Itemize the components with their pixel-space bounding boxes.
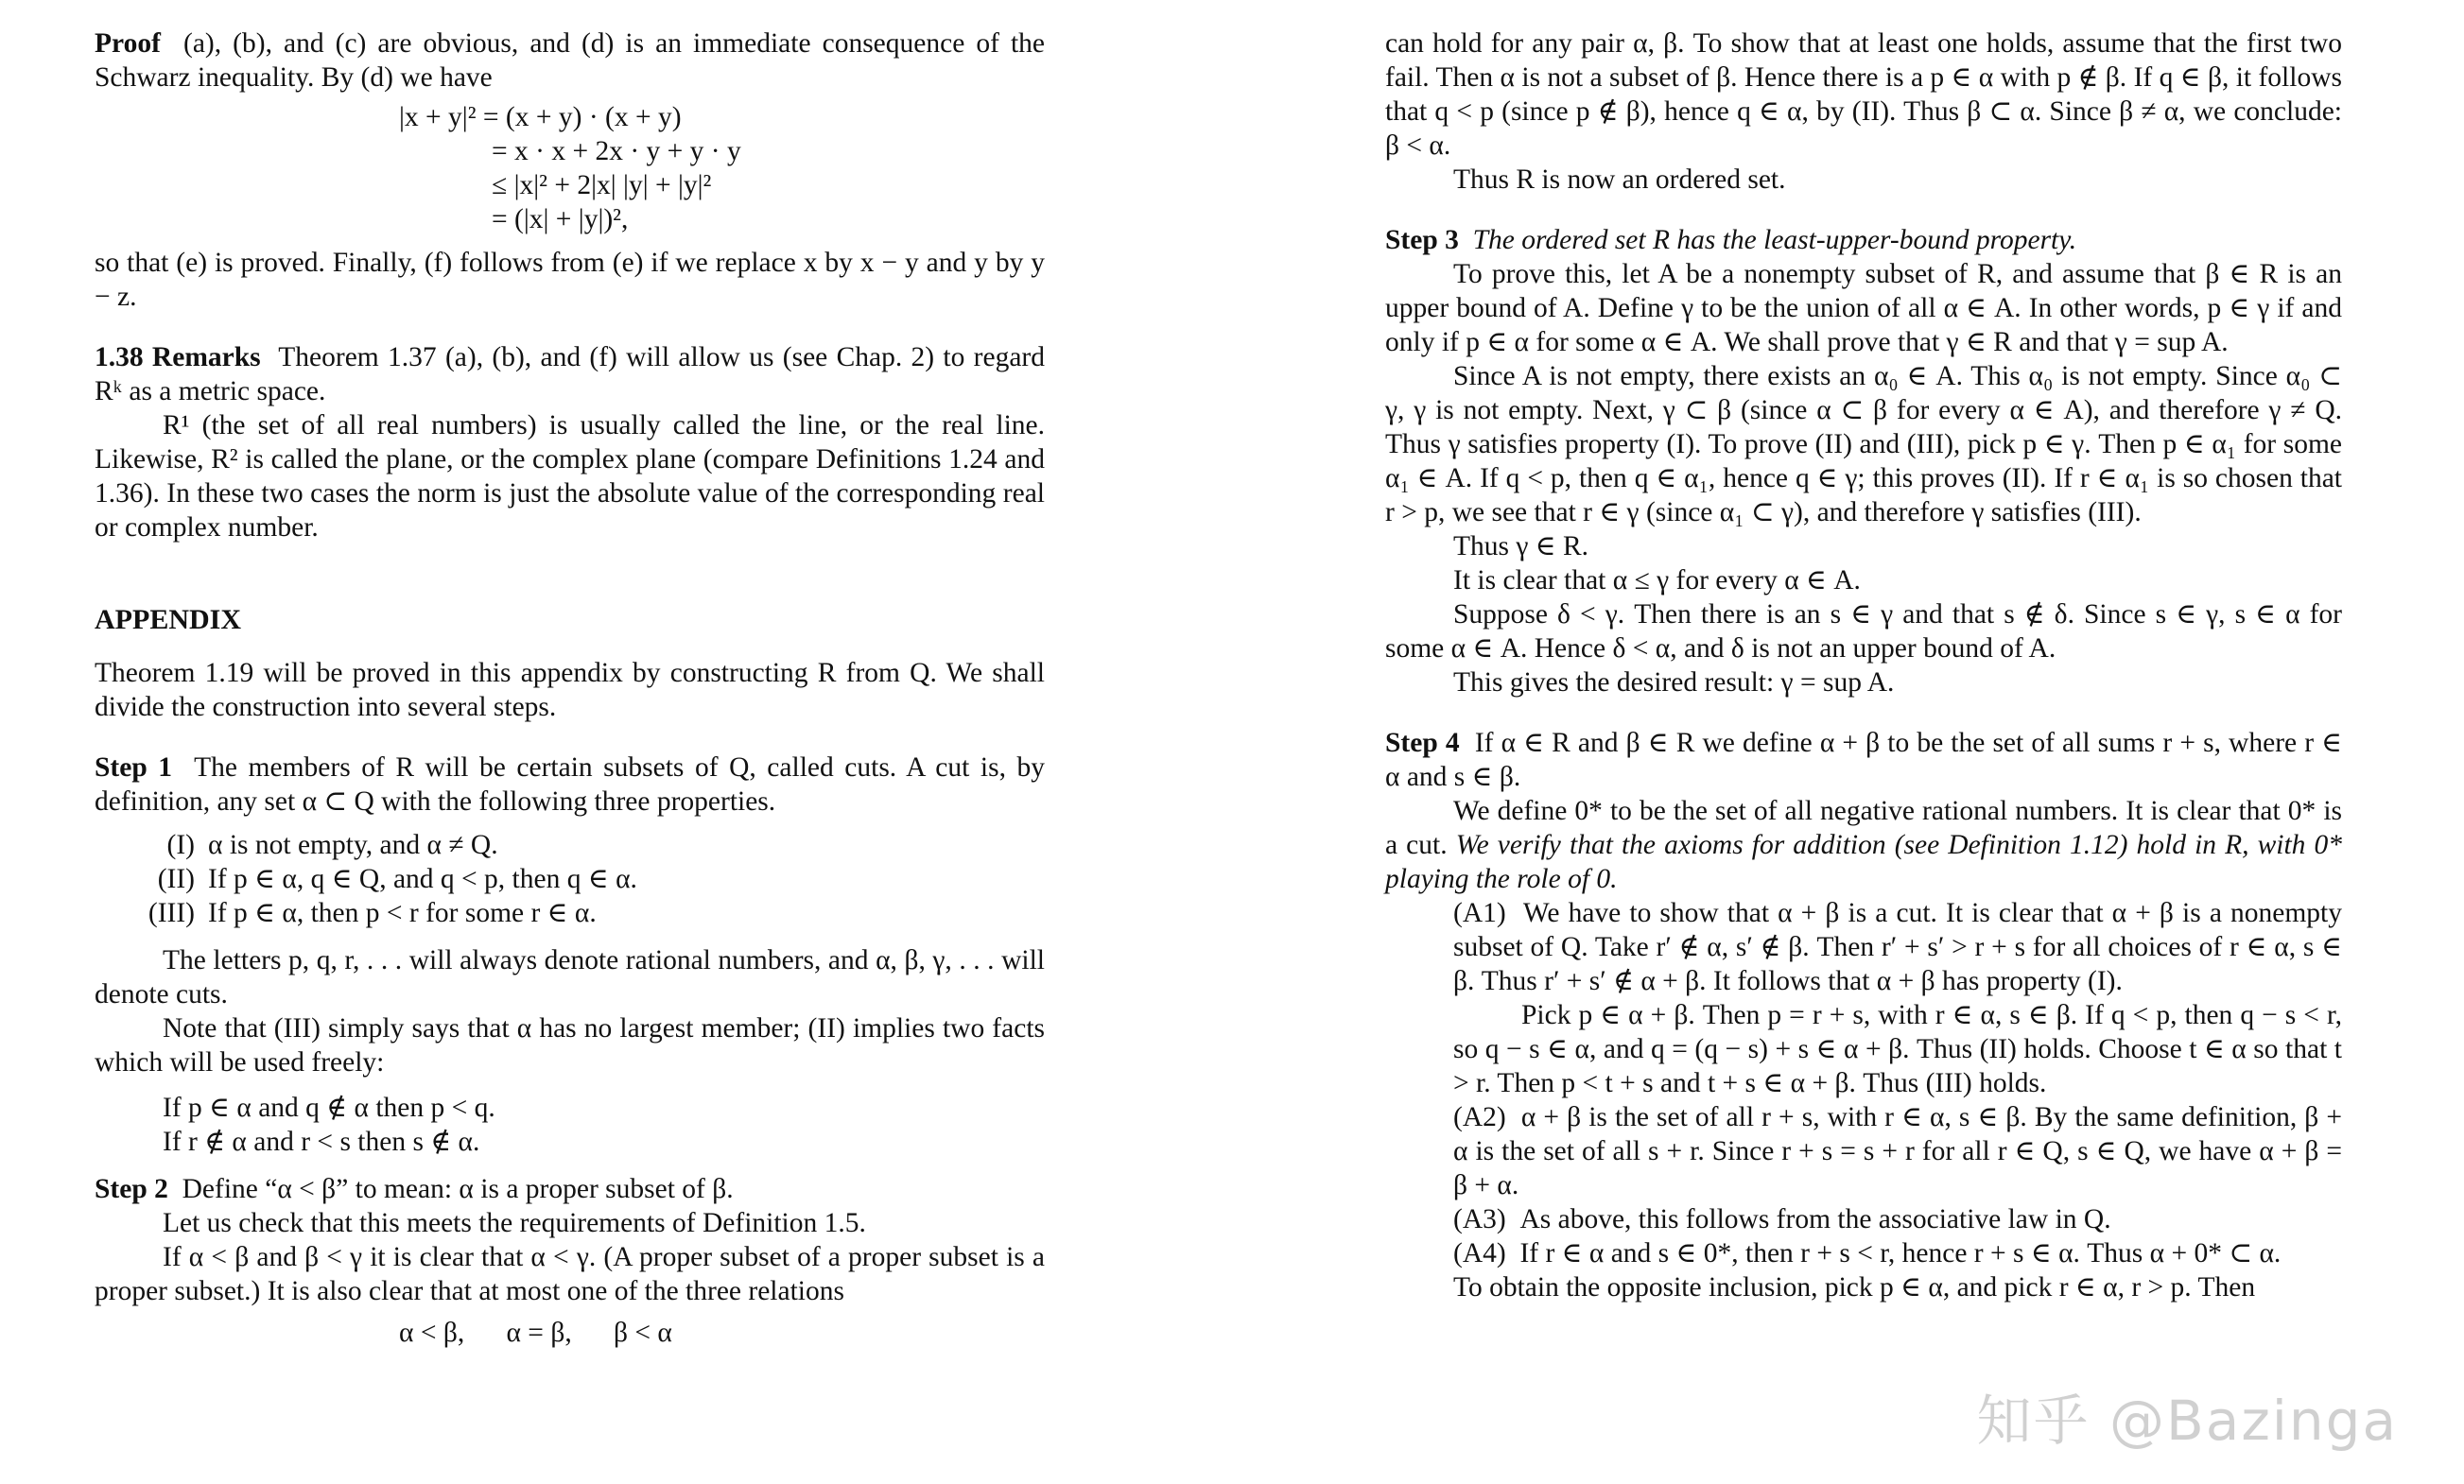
proof-paragraph (95, 26, 1045, 95)
equation-line: = (|x| + |y|)², (492, 204, 629, 234)
a1-label: (A1) (1453, 898, 1506, 928)
equation-line: = x · x + 2x · y + y · y (492, 136, 741, 166)
a3-paragraph (1385, 1202, 2342, 1236)
facts-block (95, 1091, 1045, 1159)
property-item (95, 828, 1045, 862)
a2-label: (A2) (1453, 1102, 1506, 1132)
relations-line: α < β, α = β, β < α (399, 1318, 672, 1348)
a3-text: As above, this follows from the associative law in Q. (1519, 1204, 2111, 1234)
step3-paragraph-1: To prove this, let A be a nonempty subset of R, and assume that β ∈ R is an upper bound of A. Define γ to be the union of all α ∈ A. In other words, p ∈ γ if and only if p ∈ α for some α ∈ A. We shall prove that γ ∈ R and that γ = sup A. (1385, 259, 2342, 357)
remarks-heading: 1.38 Remarks (95, 342, 261, 372)
a3-label: (A3) (1453, 1204, 1506, 1234)
remarks-paragraph (95, 340, 1045, 408)
step2-paragraph-3: If α < β and β < γ it is clear that α < γ. (A proper subset of a proper subset is a proper subset.) It is also clear that at most one of the three relations (95, 1242, 1045, 1306)
a1-paragraph (1385, 896, 2342, 998)
note-paragraph: Note that (III) simply says that α has no largest member; (II) implies two facts which will be used freely: (95, 1013, 1045, 1078)
norm-equation-block (95, 100, 1045, 236)
remarks-text: Theorem 1.37 (a), (b), and (f) will allow us (see Chap. 2) to regard Rᵏ as a metric space. (95, 342, 1045, 406)
appendix-intro: Theorem 1.19 will be proved in this appendix by constructing R from Q. We shall divide the construction into several steps. (95, 658, 1045, 722)
a1-text: We have to show that α + β is a cut. It is clear that α + β is a nonempty subset of Q. Take r′ ∉ α, s′ ∉ β. Then r′ + s′ > r + s for all choices of r ∈ α, s ∈ β. Thus r′ + s′ ∉ α + β. It follows that α + β has property (I). (1453, 898, 2342, 996)
step1-text: The members of R will be certain subsets of Q, called cuts. A cut is, by definition, any set α ⊂ Q with the following three properties. (95, 752, 1045, 817)
continuation-paragraph: can hold for any pair α, β. To show that at least one holds, assume that the first two fail. Then α is not a subset of β. Hence there is a p ∈ α with p ∉ β. If q ∈ β, it follows that q < p (since p ∉ β), hence q ∈ α, by (II). Thus β ⊂ α. Since β ≠ α, we conclude: β < α. (1385, 28, 2342, 161)
property-text: α is not empty, and α ≠ Q. (208, 830, 498, 860)
a2-paragraph (1385, 1100, 2342, 1202)
a4-paragraph-2: To obtain the opposite inclusion, pick p ∈ α, and pick r ∈ α, r > p. Then (1453, 1272, 2256, 1303)
property-text: If p ∈ α, q ∈ Q, and q < p, then q ∈ α. (208, 864, 637, 894)
right-page-column (1385, 26, 2342, 1304)
a4-label: (A4) (1453, 1238, 1506, 1268)
a1-paragraph-2: Pick p ∈ α + β. Then p = r + s, with r ∈ α, s ∈ β. If q < p, then q − s < r, so q − s ∈ α, and q = (q − s) + s ∈ α + β. Thus (II) holds. Choose t ∈ α so that t > r. Then p < t + s and t + s ∈ α + β. Thus (III) holds. (1453, 1000, 2342, 1098)
step4-axioms-claim: We verify that the axioms for addition (see Definition 1.12) hold in R, with 0* playing the role of 0. (1385, 830, 2343, 894)
step4-paragraph (1385, 726, 2342, 794)
equation-line: ≤ |x|² + 2|x| |y| + |y|² (492, 170, 712, 200)
step3-paragraph-5: Suppose δ < γ. Then there is an s ∈ γ and that s ∉ δ. Since s ∈ γ, s ∈ α for some α ∈ A. Hence δ < α, and δ is not an upper bound of A. (1385, 599, 2342, 664)
ordered-set-line: Thus R is now an ordered set. (1453, 164, 1786, 195)
watermark-text: 知乎 @Bazinga (1976, 1389, 2398, 1453)
property-item (95, 896, 1045, 930)
appendix-heading: APPENDIX (95, 604, 241, 635)
step1-paragraph (95, 751, 1045, 819)
property-text: If p ∈ α, then p < r for some r ∈ α. (208, 898, 597, 928)
step3-paragraph-6: This gives the desired result: γ = sup A. (1453, 667, 1895, 698)
cut-properties-list (95, 828, 1045, 930)
step2-heading: Step 2 (95, 1174, 168, 1204)
a2-text: α + β is the set of all r + s, with r ∈ α, s ∈ β. By the same definition, β + α is the set of all s + r. Since r + s = s + r for all r ∈ Q, s ∈ Q, we have α + β = β + α. (1453, 1102, 2343, 1200)
step2-paragraph-2: Let us check that this meets the requirements of Definition 1.5. (163, 1208, 866, 1238)
step4-text: If α ∈ R and β ∈ R we define α + β to be the set of all sums r + s, where r ∈ α and s ∈ β. (1385, 728, 2343, 792)
left-page-column (95, 26, 1045, 1350)
fact-line: If r ∉ α and r < s then s ∉ α. (163, 1127, 480, 1157)
fact-line: If p ∈ α and q ∉ α then p < q. (163, 1093, 495, 1123)
step2-paragraph (95, 1172, 1045, 1206)
step4-zero-def: We define 0* to be the set of all negative rational numbers. It is clear that 0* is a cut. (1385, 796, 2342, 860)
letters-paragraph: The letters p, q, r, . . . will always denote rational numbers, and α, β, γ, . . . will denote cuts. (95, 945, 1045, 1009)
proof-heading: Proof (95, 28, 161, 59)
a4-paragraph (1385, 1236, 2342, 1270)
property-number: (II) (157, 864, 195, 894)
step3-heading: Step 3 (1385, 225, 1459, 255)
step3-paragraph-4: It is clear that α ≤ γ for every α ∈ A. (1453, 565, 1861, 595)
step3-title: The ordered set R has the least-upper-bound property. (1472, 225, 2077, 255)
equation-line: |x + y|² = (x + y) · (x + y) (399, 102, 682, 132)
step4-heading: Step 4 (1385, 728, 1460, 758)
step4-paragraph-2 (1385, 794, 2342, 896)
remarks-paragraph-2: R¹ (the set of all real numbers) is usually called the line, or the real line. Likewise, R² is called the plane, or the complex plane (compare Definitions 1.24 and 1.36). In these two cases the norm is just the absolute value of the corresponding real or complex number. (95, 410, 1045, 543)
proof-text: (a), (b), and (c) are obvious, and (d) is an immediate consequence of the Schwarz inequality. By (d) we have (95, 28, 1046, 93)
step3-paragraph-3: Thus γ ∈ R. (1453, 531, 1589, 561)
property-item (95, 862, 1045, 896)
proof-conclusion: so that (e) is proved. Finally, (f) follows from (e) if we replace x by x − y and y by y − z. (95, 248, 1045, 312)
step3-paragraph (1385, 223, 2342, 257)
property-number: (I) (166, 830, 195, 860)
step2-text: Define “α < β” to mean: α is a proper subset of β. (182, 1174, 734, 1204)
step3-paragraph-2: Since A is not empty, there exists an α₀ ∈ A. This α₀ is not empty. Since α₀ ⊂ γ, γ is not empty. Next, γ ⊂ β (since α ⊂ β for every α ∈ A), and therefore γ ≠ Q. Thus γ satisfies property (I). To prove (II) and (III), pick p ∈ γ. Then p ∈ α₁ for some α₁ ∈ A. If q < p, then q ∈ α₁, hence q ∈ γ; this proves (II). If r ∈ α₁ is so chosen that r > p, we see that r ∈ γ (since α₁ ⊂ γ), and therefore γ satisfies (III). (1385, 361, 2342, 527)
step1-heading: Step 1 (95, 752, 173, 783)
property-number: (III) (147, 898, 195, 928)
a4-text: If r ∈ α and s ∈ 0*, then r + s < r, hence r + s ∈ α. Thus α + 0* ⊂ α. (1519, 1238, 2282, 1268)
